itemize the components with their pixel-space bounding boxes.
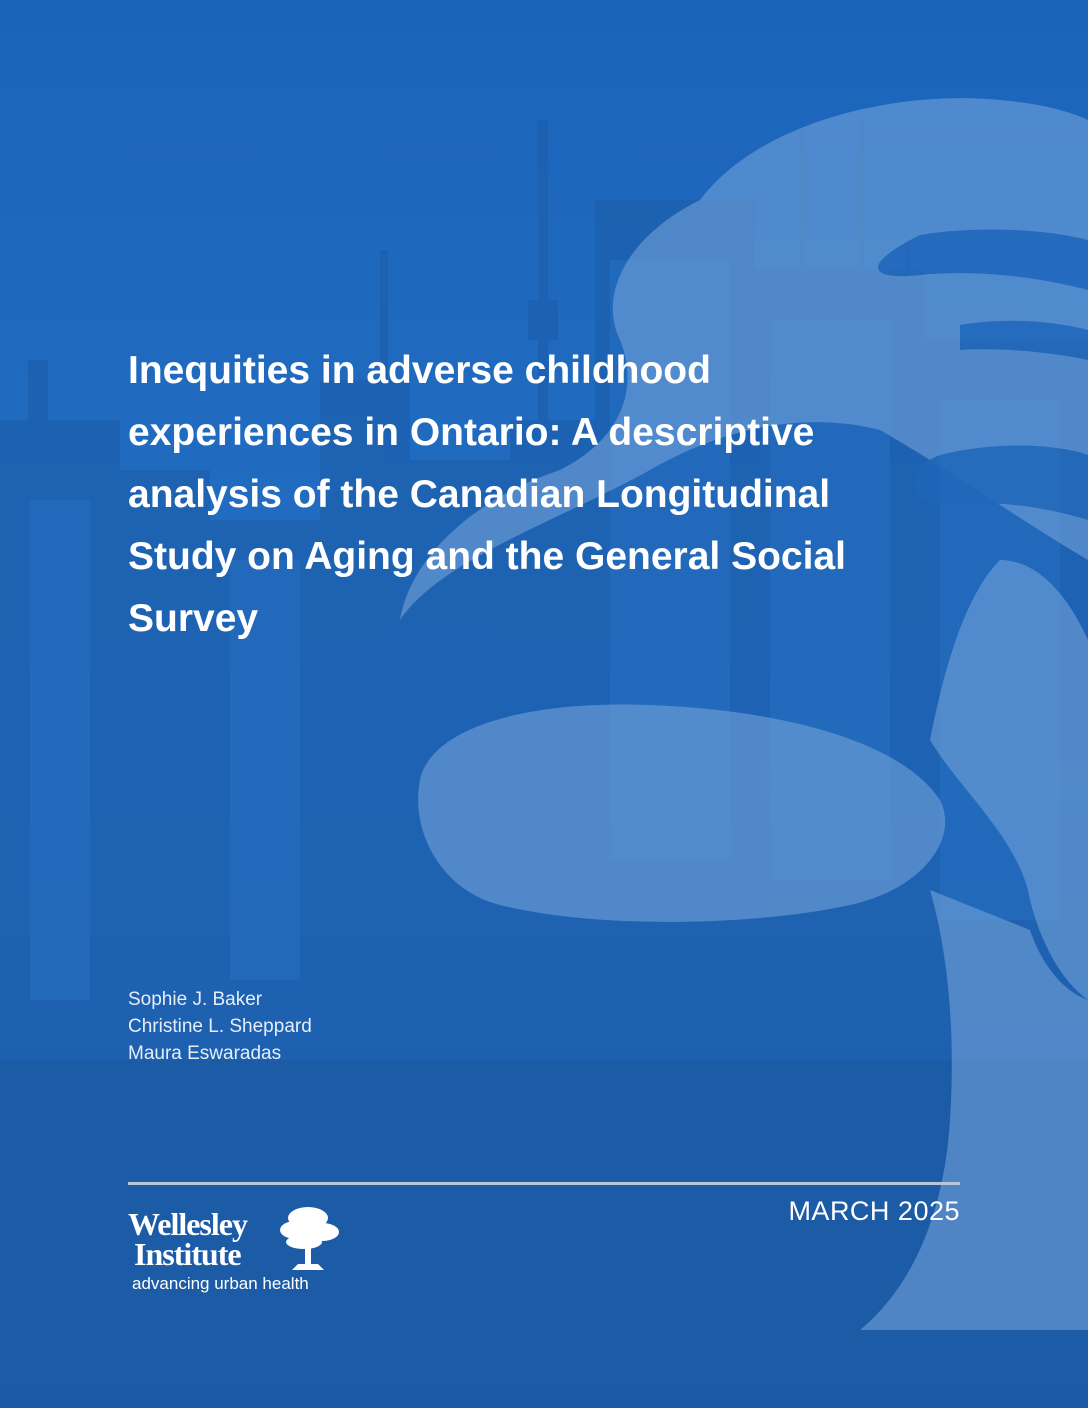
logo-line-2: Institute [134,1236,241,1272]
author-name: Christine L. Sheppard [128,1016,312,1037]
logo-tagline: advancing urban health [132,1274,309,1293]
tree-icon [274,1204,342,1272]
logo-line-1: Wellesley [128,1206,247,1242]
divider [128,1182,960,1185]
author-name: Maura Eswaradas [128,1043,282,1064]
wellesley-institute-logo[interactable] [128,1200,358,1300]
report-title: Inequities in adverse childhood experiences in Ontario: A descriptive analysis of the Canadian Longitudinal Study on Aging and the General Social Survey [128,349,846,640]
author-name: Sophie J. Baker [128,989,263,1010]
author-list [128,986,312,1067]
publication-date: MARCH 2025 [788,1196,960,1226]
